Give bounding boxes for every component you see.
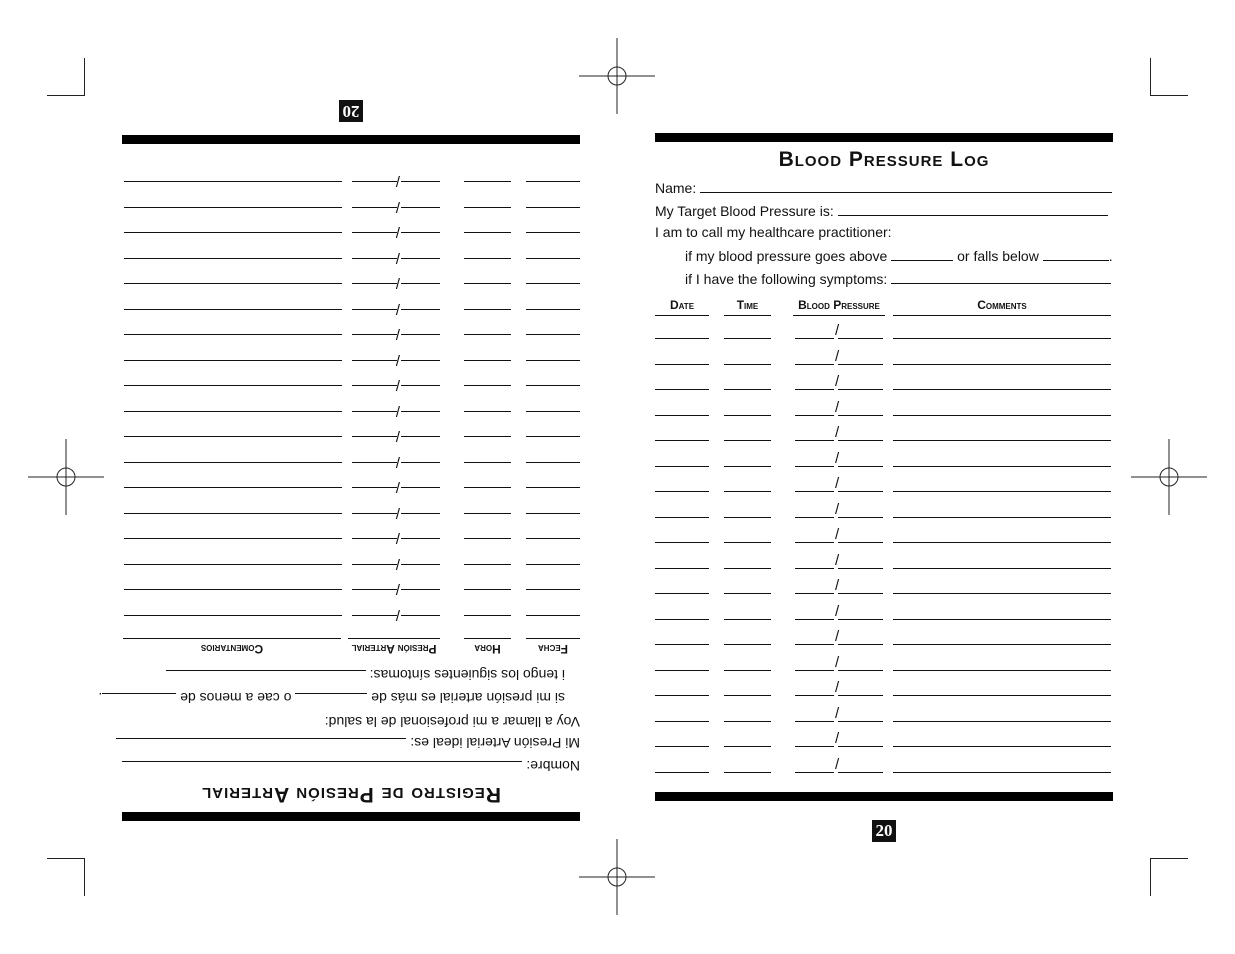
comment-cell[interactable] <box>124 309 342 310</box>
time-cell[interactable] <box>464 386 511 387</box>
date-cell[interactable] <box>526 564 580 565</box>
diastolic-cell[interactable] <box>838 670 883 671</box>
diastolic-cell[interactable] <box>838 338 883 339</box>
diastolic-cell[interactable] <box>352 335 397 336</box>
bp-separator: / <box>835 679 840 696</box>
date-cell[interactable] <box>526 335 580 336</box>
below-field[interactable] <box>102 693 176 708</box>
comment-cell[interactable] <box>124 284 342 285</box>
above-field[interactable] <box>295 693 367 708</box>
diastolic-cell[interactable] <box>838 746 883 747</box>
crop-mark <box>84 58 85 96</box>
systolic-cell[interactable] <box>795 721 834 722</box>
comment-cell[interactable] <box>124 207 342 208</box>
date-cell[interactable] <box>526 462 580 463</box>
time-cell[interactable] <box>724 338 771 339</box>
diastolic-cell[interactable] <box>352 258 397 259</box>
systolic-cell[interactable] <box>795 772 834 773</box>
column-header-fecha: Fecha <box>526 638 580 656</box>
time-cell[interactable] <box>724 466 771 467</box>
page-number: 20 <box>872 820 896 842</box>
bp-separator: / <box>835 704 840 722</box>
target-label: Mi Presión Arterial ideal es: <box>410 735 580 751</box>
systolic-cell[interactable] <box>401 539 440 540</box>
time-cell[interactable] <box>464 488 511 489</box>
call-label: Voy a llamar a mi profesional de la salud: <box>324 714 580 730</box>
date-cell[interactable] <box>655 772 709 773</box>
time-cell[interactable] <box>464 462 511 463</box>
date-cell[interactable] <box>655 721 709 722</box>
systolic-cell[interactable] <box>795 517 834 518</box>
date-cell[interactable] <box>655 542 709 543</box>
bp-separator: / <box>395 504 400 521</box>
time-cell[interactable] <box>464 233 511 234</box>
comment-cell[interactable] <box>893 415 1111 416</box>
date-cell[interactable] <box>526 284 580 285</box>
symptoms-line <box>685 269 1111 289</box>
comment-cell[interactable] <box>124 335 342 336</box>
name-field[interactable] <box>122 761 522 776</box>
diastolic-cell[interactable] <box>838 593 883 594</box>
systolic-cell[interactable] <box>401 258 440 259</box>
time-cell[interactable] <box>724 746 771 747</box>
date-cell[interactable] <box>526 411 580 412</box>
bp-separator: / <box>835 602 840 620</box>
crop-mark <box>1150 858 1188 859</box>
systolic-cell[interactable] <box>795 466 834 467</box>
time-cell[interactable] <box>464 437 511 438</box>
comment-cell[interactable] <box>893 568 1111 569</box>
time-cell[interactable] <box>464 590 511 591</box>
comment-cell[interactable] <box>893 491 1111 492</box>
comment-cell[interactable] <box>893 364 1111 365</box>
time-cell[interactable] <box>724 772 771 773</box>
date-cell[interactable] <box>526 590 580 591</box>
bp-separator: / <box>395 223 400 241</box>
comment-cell[interactable] <box>893 721 1111 722</box>
registro-presion-arterial-page <box>98 0 580 954</box>
date-cell[interactable] <box>655 415 709 416</box>
bp-separator: / <box>835 628 840 645</box>
crop-mark <box>1150 858 1151 896</box>
date-cell[interactable] <box>526 360 580 361</box>
comment-cell[interactable] <box>893 746 1111 747</box>
bp-separator: / <box>835 449 840 467</box>
bp-separator: / <box>835 526 840 543</box>
time-cell[interactable] <box>724 695 771 696</box>
time-cell[interactable] <box>724 593 771 594</box>
diastolic-cell[interactable] <box>352 462 397 463</box>
bottom-rule <box>655 792 1113 801</box>
crop-mark <box>1150 95 1188 96</box>
bp-separator: / <box>835 551 840 569</box>
comment-cell[interactable] <box>893 338 1111 339</box>
comment-cell[interactable] <box>893 593 1111 594</box>
date-cell[interactable] <box>526 539 580 540</box>
diastolic-cell[interactable] <box>352 488 397 489</box>
date-cell[interactable] <box>526 615 580 616</box>
diastolic-cell[interactable] <box>352 182 397 183</box>
bp-separator: / <box>835 653 840 671</box>
comment-cell[interactable] <box>124 233 342 234</box>
diastolic-cell[interactable] <box>352 513 397 514</box>
time-cell[interactable] <box>724 542 771 543</box>
time-cell[interactable] <box>464 564 511 565</box>
diastolic-cell[interactable] <box>352 615 397 616</box>
bp-separator: / <box>395 351 400 368</box>
bp-separator: / <box>835 577 840 594</box>
comment-cell[interactable] <box>124 386 342 387</box>
systolic-cell[interactable] <box>401 309 440 310</box>
comment-cell[interactable] <box>893 670 1111 671</box>
comment-cell[interactable] <box>893 466 1111 467</box>
systolic-cell[interactable] <box>401 564 440 565</box>
diastolic-cell[interactable] <box>352 590 397 591</box>
registration-mark-icon <box>28 439 104 515</box>
date-cell[interactable] <box>526 233 580 234</box>
symptoms-label: if I have the following symptoms: <box>685 271 888 287</box>
diastolic-cell[interactable] <box>352 437 397 438</box>
systolic-cell[interactable] <box>795 593 834 594</box>
page-title: Registro de Presión Arterial <box>201 783 501 806</box>
call-label: I am to call my healthcare practitioner: <box>655 224 892 240</box>
systolic-cell[interactable] <box>401 284 440 285</box>
bp-separator: / <box>835 373 840 390</box>
diastolic-cell[interactable] <box>838 364 883 365</box>
time-cell[interactable] <box>724 517 771 518</box>
target-line <box>655 201 1113 221</box>
systolic-cell[interactable] <box>401 411 440 412</box>
symptoms-label: i tengo los siguientes síntomas: <box>369 667 565 683</box>
name-label: Name: <box>655 180 697 196</box>
time-cell[interactable] <box>464 539 511 540</box>
systolic-cell[interactable] <box>795 491 834 492</box>
date-cell[interactable] <box>655 619 709 620</box>
name-label: Nombre: <box>526 758 580 774</box>
comment-cell[interactable] <box>124 462 342 463</box>
bp-separator: / <box>835 322 840 339</box>
systolic-cell[interactable] <box>401 182 440 183</box>
time-cell[interactable] <box>724 440 771 441</box>
diastolic-cell[interactable] <box>352 539 397 540</box>
diastolic-cell[interactable] <box>352 360 397 361</box>
top-rule <box>655 133 1113 142</box>
systolic-cell[interactable] <box>795 568 834 569</box>
systolic-cell[interactable] <box>795 338 834 339</box>
comment-cell[interactable] <box>893 517 1111 518</box>
systolic-cell[interactable] <box>401 207 440 208</box>
time-cell[interactable] <box>464 258 511 259</box>
comment-cell[interactable] <box>893 644 1111 645</box>
diastolic-cell[interactable] <box>352 564 397 565</box>
diastolic-cell[interactable] <box>838 389 883 390</box>
registration-mark-icon <box>579 839 655 915</box>
diastolic-cell[interactable] <box>352 284 397 285</box>
crop-mark <box>84 858 85 896</box>
diastolic-cell[interactable] <box>352 386 397 387</box>
threshold-line <box>98 688 565 708</box>
time-cell[interactable] <box>724 364 771 365</box>
comment-cell[interactable] <box>124 437 342 438</box>
date-cell[interactable] <box>526 258 580 259</box>
call-line <box>655 224 892 244</box>
bp-separator: / <box>835 347 840 365</box>
time-cell[interactable] <box>464 284 511 285</box>
comment-cell[interactable] <box>124 615 342 616</box>
comment-cell[interactable] <box>124 564 342 565</box>
time-cell[interactable] <box>724 644 771 645</box>
bp-separator: / <box>395 427 400 445</box>
date-cell[interactable] <box>526 309 580 310</box>
systolic-cell[interactable] <box>401 233 440 234</box>
diastolic-cell[interactable] <box>838 568 883 569</box>
systolic-cell[interactable] <box>795 440 834 441</box>
symptoms-field[interactable] <box>166 670 366 685</box>
comment-cell[interactable] <box>893 772 1111 773</box>
date-cell[interactable] <box>655 517 709 518</box>
date-cell[interactable] <box>526 182 580 183</box>
bp-separator: / <box>835 475 840 492</box>
systolic-cell[interactable] <box>795 389 834 390</box>
bp-separator: / <box>395 453 400 470</box>
diastolic-cell[interactable] <box>838 466 883 467</box>
crop-mark <box>47 858 85 859</box>
time-cell[interactable] <box>464 335 511 336</box>
date-cell[interactable] <box>655 466 709 467</box>
comment-cell[interactable] <box>893 389 1111 390</box>
date-cell[interactable] <box>655 670 709 671</box>
below-field[interactable] <box>1043 246 1109 261</box>
comment-cell[interactable] <box>124 590 342 591</box>
target-line <box>122 733 580 753</box>
symptoms-line <box>166 665 565 685</box>
time-cell[interactable] <box>724 415 771 416</box>
bp-separator: / <box>395 300 400 317</box>
date-cell[interactable] <box>526 207 580 208</box>
bp-separator: / <box>835 500 840 518</box>
bp-separator: / <box>395 198 400 215</box>
diastolic-cell[interactable] <box>838 517 883 518</box>
systolic-cell[interactable] <box>795 746 834 747</box>
date-cell[interactable] <box>655 491 709 492</box>
call-line <box>325 710 580 730</box>
time-cell[interactable] <box>724 491 771 492</box>
bp-separator: / <box>395 376 400 394</box>
comment-cell[interactable] <box>124 488 342 489</box>
date-cell[interactable] <box>655 364 709 365</box>
systolic-cell[interactable] <box>795 670 834 671</box>
date-cell[interactable] <box>526 513 580 514</box>
column-header-comments: Comments <box>893 298 1111 316</box>
time-cell[interactable] <box>464 182 511 183</box>
date-cell[interactable] <box>655 644 709 645</box>
bp-separator: / <box>395 529 400 547</box>
comment-cell[interactable] <box>124 182 342 183</box>
name-line <box>122 756 580 776</box>
diastolic-cell[interactable] <box>352 411 397 412</box>
bp-separator: / <box>835 755 840 773</box>
systolic-cell[interactable] <box>401 615 440 616</box>
diastolic-cell[interactable] <box>838 491 883 492</box>
page-number: 20 <box>339 100 363 122</box>
comment-cell[interactable] <box>124 411 342 412</box>
bp-separator: / <box>835 730 840 747</box>
systolic-cell[interactable] <box>795 695 834 696</box>
systolic-cell[interactable] <box>401 335 440 336</box>
threshold-line <box>685 246 1113 266</box>
bp-separator: / <box>835 398 840 416</box>
target-label: My Target Blood Pressure is: <box>655 203 834 219</box>
column-header-date: Date <box>655 298 709 316</box>
systolic-cell[interactable] <box>795 364 834 365</box>
diastolic-cell[interactable] <box>838 644 883 645</box>
diastolic-cell[interactable] <box>838 542 883 543</box>
name-field[interactable] <box>700 178 1112 193</box>
time-cell[interactable] <box>724 619 771 620</box>
time-cell[interactable] <box>464 615 511 616</box>
systolic-cell[interactable] <box>401 462 440 463</box>
comment-cell[interactable] <box>124 539 342 540</box>
bp-separator: / <box>395 249 400 266</box>
bp-separator: / <box>395 402 400 419</box>
period: . <box>1108 248 1113 264</box>
comment-cell[interactable] <box>893 440 1111 441</box>
comment-cell[interactable] <box>893 695 1111 696</box>
time-cell[interactable] <box>724 389 771 390</box>
symptoms-field[interactable] <box>891 269 1111 284</box>
above-label: si mi presión arterial es más de <box>371 690 565 706</box>
systolic-cell[interactable] <box>401 386 440 387</box>
systolic-cell[interactable] <box>795 542 834 543</box>
blood-pressure-log-page <box>655 0 1113 954</box>
comment-cell[interactable] <box>124 258 342 259</box>
bp-separator: / <box>395 606 400 623</box>
systolic-cell[interactable] <box>401 513 440 514</box>
diastolic-cell[interactable] <box>838 721 883 722</box>
diastolic-cell[interactable] <box>838 695 883 696</box>
bp-separator: / <box>395 478 400 496</box>
column-header-hora: Hora <box>464 638 511 656</box>
target-field[interactable] <box>116 738 406 753</box>
diastolic-cell[interactable] <box>838 619 883 620</box>
bp-separator: / <box>395 325 400 343</box>
date-cell[interactable] <box>655 440 709 441</box>
time-cell[interactable] <box>724 721 771 722</box>
bottom-rule <box>122 135 580 144</box>
bp-separator: / <box>395 172 400 190</box>
comment-cell[interactable] <box>893 542 1111 543</box>
time-cell[interactable] <box>464 207 511 208</box>
diastolic-cell[interactable] <box>352 207 397 208</box>
date-cell[interactable] <box>526 437 580 438</box>
diastolic-cell[interactable] <box>838 772 883 773</box>
crop-mark <box>1150 58 1151 96</box>
systolic-cell[interactable] <box>401 488 440 489</box>
systolic-cell[interactable] <box>401 360 440 361</box>
column-header-blood-pressure: Blood Pressure <box>793 298 885 316</box>
systolic-cell[interactable] <box>795 415 834 416</box>
date-cell[interactable] <box>655 338 709 339</box>
page-title: Blood Pressure Log <box>778 148 990 171</box>
systolic-cell[interactable] <box>795 644 834 645</box>
date-cell[interactable] <box>655 593 709 594</box>
above-field[interactable] <box>891 246 953 261</box>
date-cell[interactable] <box>526 386 580 387</box>
below-label: or falls below <box>957 248 1039 264</box>
time-cell[interactable] <box>724 670 771 671</box>
time-cell[interactable] <box>464 309 511 310</box>
name-line <box>655 178 1113 198</box>
column-header-presion-arterial: Presión Arterial <box>348 638 440 656</box>
time-cell[interactable] <box>724 568 771 569</box>
above-label: if my blood pressure goes above <box>685 248 888 264</box>
systolic-cell[interactable] <box>401 437 440 438</box>
diastolic-cell[interactable] <box>838 440 883 441</box>
bp-separator: / <box>395 580 400 598</box>
time-cell[interactable] <box>464 360 511 361</box>
systolic-cell[interactable] <box>795 619 834 620</box>
bp-separator: / <box>395 274 400 292</box>
time-cell[interactable] <box>464 411 511 412</box>
diastolic-cell[interactable] <box>352 309 397 310</box>
date-cell[interactable] <box>526 488 580 489</box>
date-cell[interactable] <box>655 568 709 569</box>
top-rule <box>122 812 580 821</box>
registration-mark-icon <box>579 38 655 114</box>
date-cell[interactable] <box>655 695 709 696</box>
registration-mark-icon <box>1131 439 1207 515</box>
comment-cell[interactable] <box>124 360 342 361</box>
crop-mark <box>47 95 85 96</box>
diastolic-cell[interactable] <box>352 233 397 234</box>
target-field[interactable] <box>838 201 1108 216</box>
comment-cell[interactable] <box>893 619 1111 620</box>
bp-separator: / <box>395 555 400 572</box>
below-label: o cae a menos de <box>180 690 292 706</box>
column-header-time: Time <box>724 298 771 316</box>
bp-separator: / <box>835 424 840 441</box>
date-cell[interactable] <box>655 389 709 390</box>
diastolic-cell[interactable] <box>838 415 883 416</box>
comment-cell[interactable] <box>124 513 342 514</box>
date-cell[interactable] <box>655 746 709 747</box>
period: . <box>98 690 103 706</box>
systolic-cell[interactable] <box>401 590 440 591</box>
time-cell[interactable] <box>464 513 511 514</box>
column-header-comentarios: Comentarios <box>123 638 341 656</box>
